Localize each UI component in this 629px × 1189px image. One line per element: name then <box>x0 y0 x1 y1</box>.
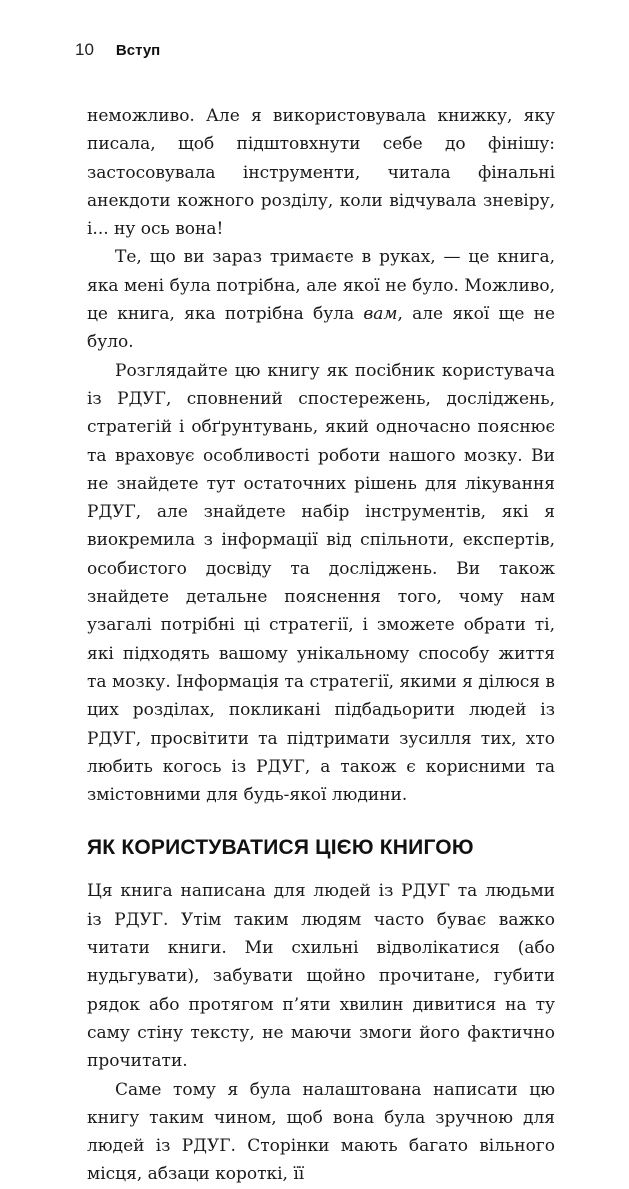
emphasis-text: вам <box>363 304 398 325</box>
section-heading: ЯК КОРИСТУВАТИСЯ ЦІЄЮ КНИГОЮ <box>87 836 474 860</box>
paragraph-continued: неможливо. Але я використовувала книжку, яку писала, щоб підштовхнути себе до фінішу: застосовувала інструменти, читала фінальні анекдоти кожного розділу, коли відчувала зневіру, і... ну ось вона! <box>87 106 555 240</box>
paragraph-book-needed <box>87 243 555 356</box>
paragraph-written-for: Ця книга написана для людей із РДУГ та людьми із РДУГ. Утім таким людям часто буває важко читати книги. Ми схильні відволікатися (або нудьгувати), забувати щойно прочитане, губити рядок або протягом п’яти хвилин дивитися на ту саму стіну тексту, не маючи змоги його фактично прочитати. <box>87 881 555 1072</box>
page-body <box>87 102 555 1189</box>
paragraph-user-guide: Розглядайте цю книгу як посібник користувача із РДУГ, сповнений спостережень, досліджень, стратегій і обґрунтувань, який одночасно пояснює та враховує особливості роботи нашого мозку. Ви не знайдете тут остаточних рішень для лікування РДУГ, але знайдете набір інструментів, які я виокремила з інформації від спільноти, експертів, особистого досвіду та досліджень. Ви також знайдете детальне пояснення того, чому нам узагалі потрібні ці стратегії, і зможете обрати ті, які підходять вашому унікальному способу життя та мозку. Інформація та стратегії, якими я ділюся в цих розділах, покликані підбадьорити людей із РДУГ, просвітити та підтримати зусилля тих, хто любить когось із РДУГ, а також є корисними та змістовними для будь-якої людини. <box>87 360 555 806</box>
running-title: Вступ <box>115 42 161 59</box>
page-number: 10 <box>75 40 94 59</box>
paragraph-designed-for: Саме тому я була налаштована написати цю книгу таким чином, щоб вона була зручною для людей із РДУГ. Сторінки мають багато вільного місця, абзаци короткі, її <box>87 1079 555 1185</box>
running-header <box>75 40 160 60</box>
paragraph-text: , але якої ще не було. <box>87 304 556 353</box>
paragraph-text: Те, що ви зараз тримаєте в руках, — це книга, яка мені була потрібна, але якої не було. Можливо, це книга, яка потрібна була <box>87 247 555 325</box>
